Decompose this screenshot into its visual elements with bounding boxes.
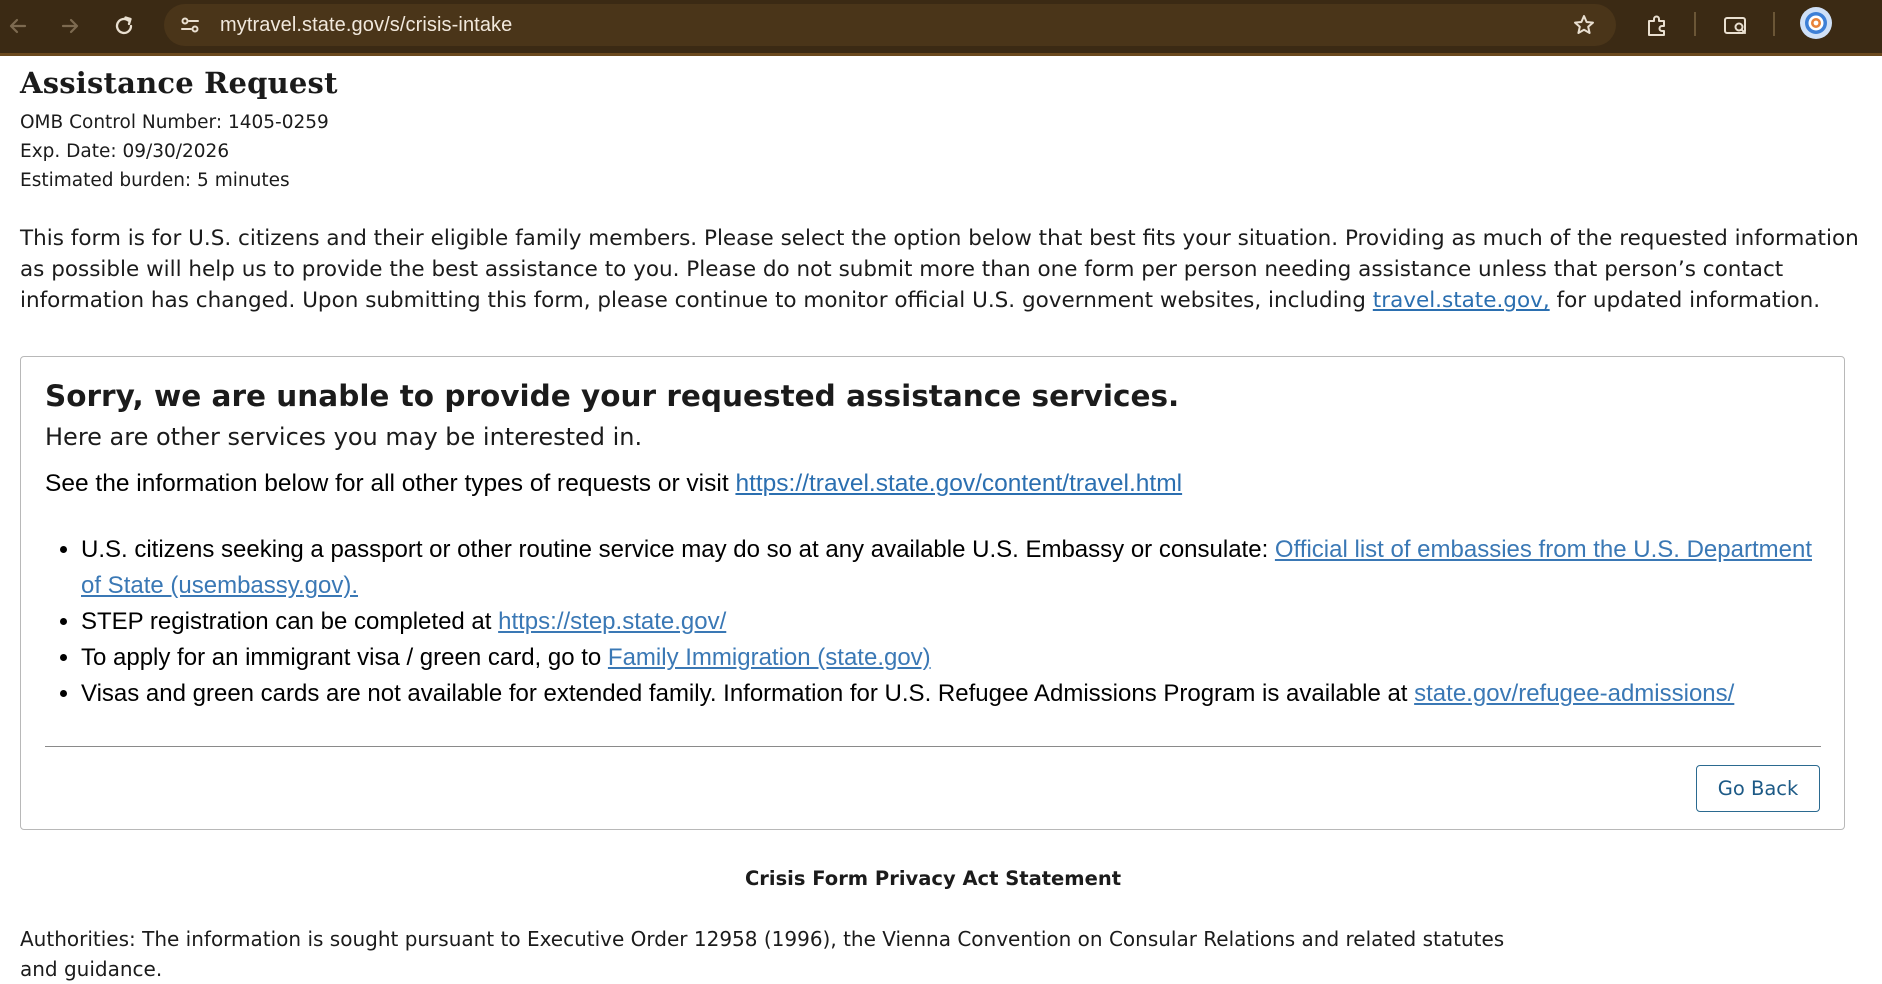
site-info-icon[interactable] — [176, 11, 204, 39]
estimated-burden: Estimated burden: 5 minutes — [20, 170, 290, 191]
reload-icon[interactable] — [108, 10, 140, 42]
refugee-admissions-link[interactable]: state.gov/refugee-admissions/ — [1414, 680, 1735, 707]
expiration-date: Exp. Date: 09/30/2026 — [20, 141, 230, 162]
assistance-unavailable-card — [20, 356, 1845, 830]
other-requests-line — [45, 470, 1182, 498]
url-text[interactable]: mytravel.state.gov/s/crisis-intake — [220, 14, 513, 36]
privacy-authorities-text: Authorities: The information is sought pursuant to Executive Order 12958 (1996), the Vienna Convention on Consular Relations and related statutes and guidance. — [20, 927, 1505, 981]
services-list — [45, 532, 1825, 712]
page-content — [0, 56, 1882, 981]
browser-toolbar — [0, 0, 1882, 56]
family-immigration-link[interactable]: Family Immigration (state.gov) — [607, 644, 931, 671]
forward-arrow-icon[interactable] — [54, 10, 86, 42]
travel-state-gov-link[interactable]: travel.state.gov, — [1372, 288, 1550, 313]
list-item — [81, 532, 1825, 604]
travel-content-link[interactable]: https://travel.state.gov/content/travel.html — [735, 470, 1183, 497]
page-title: Assistance Request — [20, 66, 338, 100]
bookmark-star-icon[interactable] — [1570, 11, 1598, 39]
list-item — [81, 676, 1825, 712]
list-item-text: Visas and green cards are not available for extended family. Information for U.S. Refugee Admissions Program is available at — [81, 680, 1415, 707]
privacy-act-heading: Crisis Form Privacy Act Statement — [744, 867, 1122, 890]
list-item — [81, 604, 1825, 640]
omb-control-number: OMB Control Number: 1405-0259 — [20, 112, 329, 133]
back-arrow-icon[interactable] — [2, 10, 34, 42]
address-bar[interactable] — [164, 4, 1616, 46]
list-item-text: STEP registration can be completed at — [81, 608, 499, 635]
notice-subheading: Here are other services you may be interested in. — [45, 423, 643, 451]
list-item-text: U.S. citizens seeking a passport or other routine service may do so at any available U.S. Embassy or consulate: — [81, 536, 1275, 563]
step-registration-link[interactable]: https://step.state.gov/ — [498, 608, 727, 635]
list-item — [81, 640, 1825, 676]
list-item-text: To apply for an immigrant visa / green card, go to — [81, 644, 608, 671]
other-requests-text: See the information below for all other types of requests or visit — [45, 470, 736, 497]
intro-text: This form is for U.S. citizens and their eligible family members. Please select the option below that best fits your situation. Providing as much of the requested information as possible will help us to provide the best assistance to you. Please do not submit more than one form per person needing assistance unless that person’s contact information has changed. Upon submitting this form, please continue to monitor official U.S. government websites, including — [20, 226, 1859, 313]
card-divider — [45, 746, 1821, 747]
toolbar-separator — [1694, 12, 1696, 36]
tab-search-icon[interactable] — [1718, 8, 1754, 44]
intro-paragraph — [20, 223, 1870, 316]
toolbar-separator — [1773, 12, 1775, 36]
intro-text-end: for updated information. — [1549, 288, 1821, 313]
extensions-puzzle-icon[interactable] — [1639, 8, 1675, 44]
profile-avatar-icon[interactable] — [1800, 7, 1832, 39]
embassy-list-link[interactable]: Official list of embassies from the U.S. Department of State (usembassy.gov). — [81, 536, 1812, 599]
go-back-button[interactable]: Go Back — [1696, 765, 1820, 812]
notice-heading: Sorry, we are unable to provide your requested assistance services. — [45, 379, 1180, 413]
